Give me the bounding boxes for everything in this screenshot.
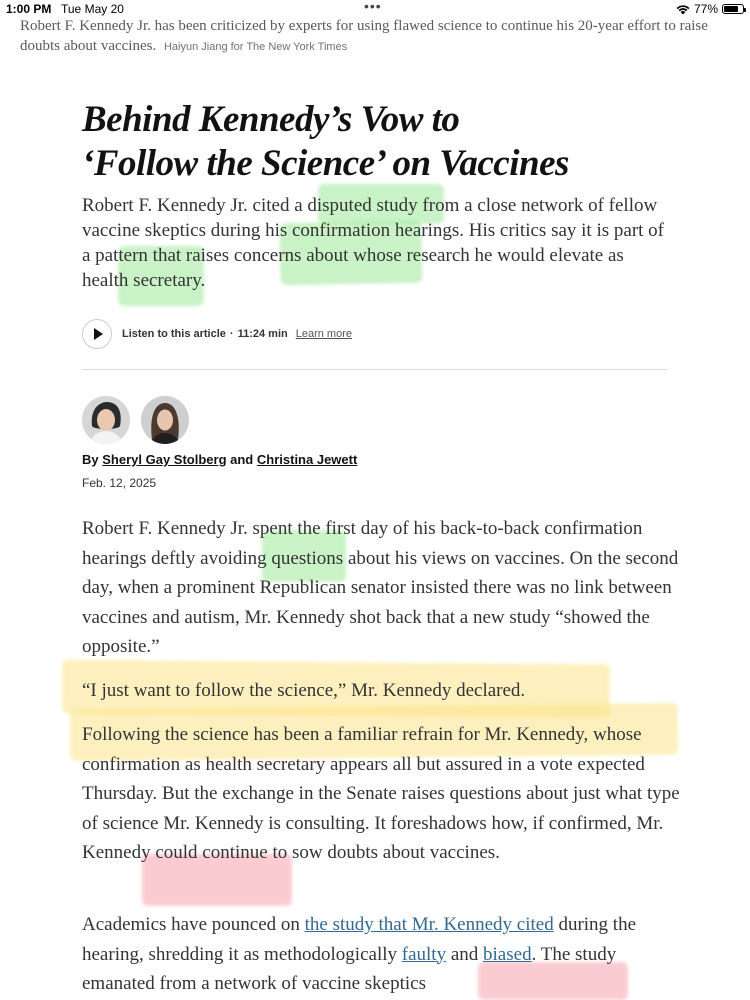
faulty-link[interactable]: faulty [401,943,447,965]
p4-text-1: Academics have pounced on [82,914,305,935]
p4-text-3: and [446,943,484,965]
status-right-group [676,2,744,16]
listen-duration: 11:24 min [237,328,288,340]
caption-text: Robert F. Kennedy Jr. has been criticized by experts for using flawed science to continue his 20-year effort to raise doubts about vaccines. [20,18,708,54]
author-link-jewett[interactable]: Christina Jewett [256,452,358,467]
multitasking-dots-icon[interactable]: ••• [364,0,382,14]
author-avatar-stolberg[interactable] [82,396,130,444]
battery-percent: 77% [693,2,718,16]
photo-caption [20,16,732,57]
section-divider [82,369,668,370]
battery-level [724,6,738,12]
article-summary: Robert F. Kennedy Jr. cited a disputed study from a close network of fellow vaccine skeptics during his confirmation hearings. His critics say it is part of a pattern that raises concerns about whose research he would elevate as health secretary. [82,195,664,291]
p4-text-4: . The study emanated from a network of vaccine skeptics [82,943,617,994]
byline-prefix: By [82,452,99,467]
author-link-stolberg[interactable]: Sheryl Gay Stolberg [102,452,227,467]
study-link[interactable]: the study that Mr. Kennedy cited [304,914,554,935]
body-paragraph-2: “I just want to follow the science,” Mr. Kennedy declared. [82,680,526,701]
headline-line-1: Behind Kennedy’s Vow to [82,99,460,140]
learn-more-link[interactable]: Learn more [295,328,352,340]
headline-line-2: ‘Follow the Science’ on Vaccines [82,143,569,184]
photo-credit: Haiyun Jiang for The New York Times [163,41,348,53]
body-paragraph-1: Robert F. Kennedy Jr. spent the first day of his back-to-back confirmation hearings deftly avoiding questions about his views on vaccines. On the second day, when a prominent Republican senator insisted there was no link between vaccines and autism, Mr. Kennedy shot back that a new study “showed the opposite.” [82,518,679,657]
status-time: 1:00 PM [6,2,52,16]
listen-separator: · [229,328,234,340]
play-audio-button[interactable] [82,319,112,349]
battery-icon [722,4,744,14]
byline [82,452,357,467]
body-paragraph-3: Following the science has been a familiar refrain for Mr. Kennedy, whose confirmation as health secretary appears all but assured in a vote expected Thursday. But the exchange in the Senate raises questions about just what type of science Mr. Kennedy is consulting. It foreshadows how, if confirmed, Mr. Kennedy could continue to sow doubts about vaccines. [82,724,680,863]
article-headline [82,98,569,186]
status-date: Tue May 20 [61,2,124,16]
publish-date: Feb. 12, 2025 [82,476,157,490]
listen-label: Listen to this article [122,328,226,340]
play-icon [94,328,103,340]
author-avatar-jewett[interactable] [141,396,189,444]
p4-text-2: during the hearing, shredding it as methodologically [82,914,637,965]
biased-link[interactable]: biased [483,943,532,965]
wifi-icon [676,4,690,15]
body-paragraph-4 [82,910,682,999]
listen-bar [82,318,352,350]
byline-conjunction: and [230,452,254,467]
